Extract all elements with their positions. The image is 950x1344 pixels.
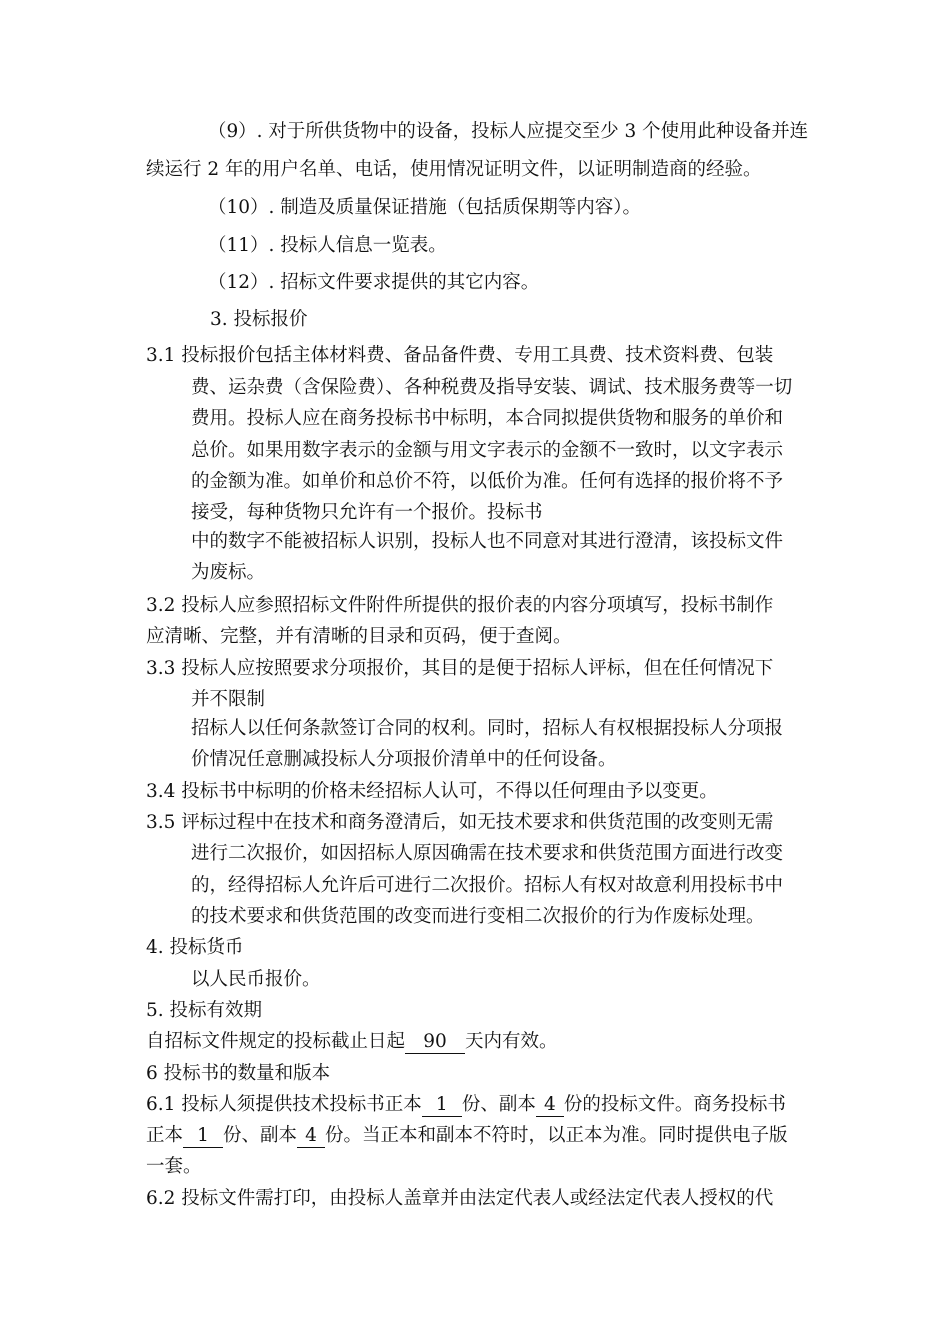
section-5-heading: 5. 投标有效期	[146, 1000, 263, 1021]
clause-6-1-line-2	[146, 1123, 788, 1149]
copies-text-6: 份。当正本和副本不符时，以正本为准。同时提供电子版	[325, 1125, 788, 1146]
clause-3-2-line-1: 3.2 投标人应参照招标文件附件所提供的报价表的内容分项填写，投标书制作	[146, 595, 774, 616]
copies-text-3: 份的投标文件。商务投标书	[563, 1094, 786, 1115]
section-3-heading: 3. 投标报价	[210, 309, 308, 330]
validity-days: 90	[405, 1031, 465, 1054]
clause-3-5-line-2: 进行二次报价，如因招标人原因确需在技术要求和供货范围方面进行改变	[191, 843, 784, 864]
copy-count-business: 4	[297, 1125, 325, 1148]
copies-text-4: 正本	[146, 1125, 184, 1146]
clause-3-1-line-5: 的金额为准。如单价和总价不符，以低价为准。任何有选择的报价将不予	[191, 471, 784, 492]
copies-text-1: 6.1 投标人须提供技术投标书正本	[146, 1094, 422, 1115]
item-12: （12）. 招标文件要求提供的其它内容。	[208, 272, 540, 293]
item-10: （10）. 制造及质量保证措施（包括质保期等内容）。	[208, 197, 642, 218]
clause-3-3-line-2: 并不限制	[191, 689, 266, 710]
clause-3-1-line-6: 接受，每种货物只允许有一个报价。投标书	[191, 502, 543, 523]
section-6-heading: 6 投标书的数量和版本	[146, 1063, 331, 1084]
clause-6-1-line-3: 一套。	[146, 1156, 202, 1177]
item-11: （11）. 投标人信息一览表。	[208, 235, 447, 256]
clause-3-1-line-8: 为废标。	[191, 562, 266, 583]
clause-3-5-line-1: 3.5 评标过程中在技术和商务澄清后，如无技术要求和供货范围的改变则无需	[146, 812, 774, 833]
clause-3-5-line-4: 的技术要求和供货范围的改变而进行变相二次报价的行为作废标处理。	[191, 906, 765, 927]
section-4-heading: 4. 投标货币	[146, 937, 244, 958]
clause-3-1-line-4: 总价。如果用数字表示的金额与用文字表示的金额不一致时，以文字表示	[191, 440, 784, 461]
clause-3-1-line-7: 中的数字不能被招标人识别，投标人也不同意对其进行澄清，该投标文件	[191, 531, 784, 552]
validity-suffix: 天内有效。	[465, 1031, 558, 1052]
validity-prefix: 自招标文件规定的投标截止日起	[146, 1031, 406, 1052]
clause-3-1-line-1: 3.1 投标报价包括主体材料费、备品备件费、专用工具费、技术资料费、包装	[146, 345, 774, 366]
copies-text-5: 份、副本	[223, 1125, 298, 1146]
clause-3-3-line-4: 价情况任意删减投标人分项报价清单中的任何设备。	[191, 749, 617, 770]
original-count-business: 1	[183, 1125, 223, 1148]
clause-6-2-line-1: 6.2 投标文件需打印，由投标人盖章并由法定代表人或经法定代表人授权的代	[146, 1188, 774, 1209]
clause-3-1-line-3: 费用。投标人应在商务投标书中标明，本合同拟提供货物和服务的单价和	[191, 408, 784, 429]
clause-3-5-line-3: 的，经得招标人允许后可进行二次报价。招标人有权对故意利用投标书中	[191, 875, 784, 896]
item-9-line-2: 续运行 2 年的用户名单、电话，使用情况证明文件，以证明制造商的经验。	[146, 159, 762, 180]
clause-3-3-line-1: 3.3 投标人应按照要求分项报价，其目的是便于招标人评标，但在任何情况下	[146, 658, 774, 679]
clause-3-3-line-3: 招标人以任何条款签订合同的权利。同时，招标人有权根据投标人分项报	[191, 718, 784, 739]
clause-3-4: 3.4 投标书中标明的价格未经招标人认可，不得以任何理由予以变更。	[146, 781, 718, 802]
clause-3-2-line-2: 应清晰、完整，并有清晰的目录和页码，便于查阅。	[146, 626, 572, 647]
validity-line	[146, 1029, 558, 1055]
copies-text-2: 份、副本	[461, 1094, 536, 1115]
currency-text: 以人民币报价。	[191, 969, 321, 990]
clause-3-1-line-2: 费、运杂费（含保险费）、各种税费及指导安装、调试、技术服务费等一切	[191, 377, 793, 398]
original-count: 1	[422, 1094, 462, 1117]
copy-count: 4	[536, 1094, 564, 1117]
clause-6-1-line-1	[146, 1092, 786, 1118]
item-9-line-1: （9）. 对于所供货物中的设备，投标人应提交至少 3 个使用此种设备并连	[208, 121, 809, 142]
